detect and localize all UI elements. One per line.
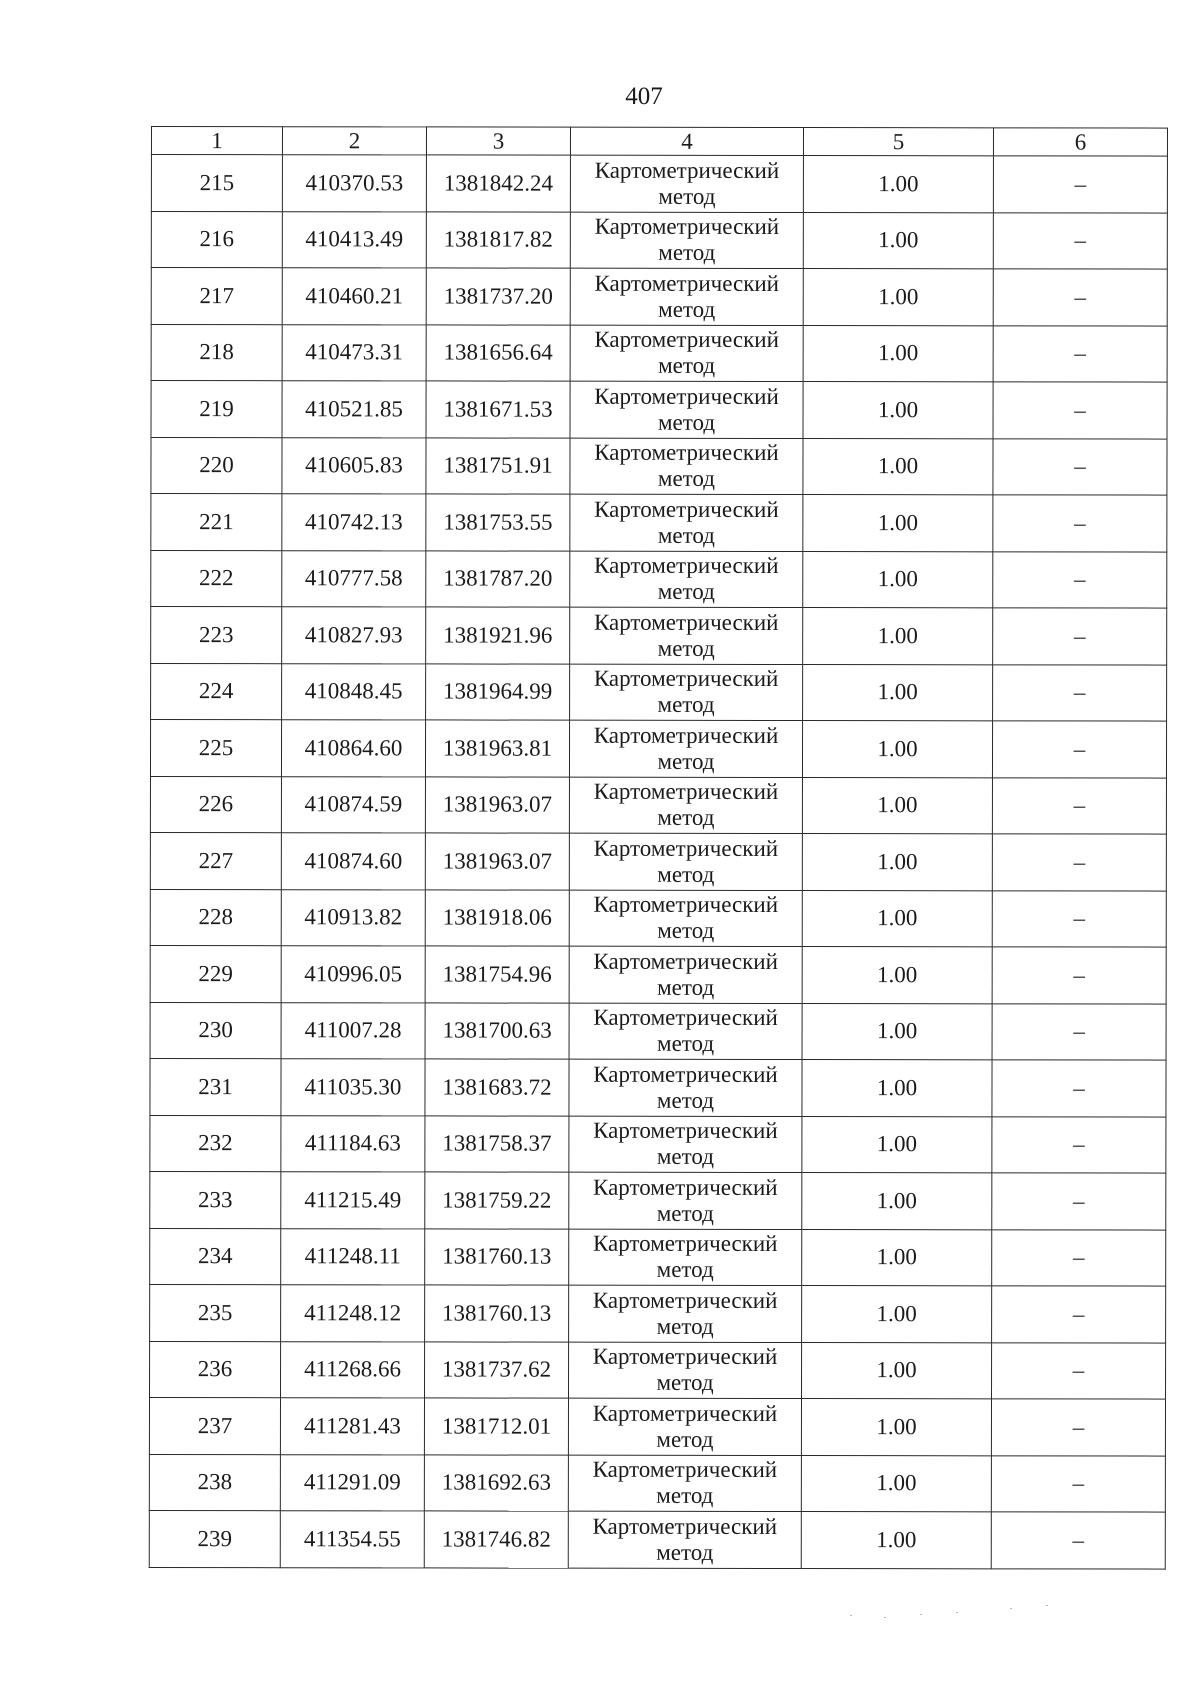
accuracy-cell: 1.00 [802,721,992,778]
note-cell: – [992,947,1166,1004]
note-cell: – [992,890,1166,947]
note-cell: – [992,1342,1166,1399]
table-row [150,945,1166,1003]
table-row [151,607,1167,665]
point-number-cell: 230 [150,1002,281,1059]
method-cell [568,1455,801,1512]
y-coordinate-cell: 1381760.13 [425,1285,569,1342]
table-row [150,832,1166,890]
y-coordinate-cell: 1381737.20 [426,268,570,325]
method-cell [569,890,802,947]
note-cell: – [992,721,1166,778]
note-cell: – [992,1116,1166,1173]
method-cell [569,720,802,777]
accuracy-cell: 1.00 [803,382,993,439]
point-number-cell: 229 [150,945,281,1002]
method-line-1: Картометрический [593,1117,778,1144]
method-line-2: метод [657,974,715,1000]
method-line-1: Картометрический [594,383,779,409]
y-coordinate-cell: 1381692.63 [424,1454,568,1511]
y-coordinate-cell: 1381671.53 [426,381,570,438]
coordinates-table [149,126,1168,1569]
y-coordinate-cell: 1381751.91 [426,437,570,494]
accuracy-cell: 1.00 [803,269,993,326]
point-number-cell: 221 [151,494,282,551]
method-line-2: метод [657,861,715,887]
note-cell: – [991,1455,1165,1512]
point-number-cell: 231 [150,1058,281,1115]
method-line-1: Картометрический [594,213,780,240]
y-coordinate-cell: 1381700.63 [425,1002,569,1059]
method-line-2: метод [657,692,715,718]
table-row [151,155,1167,213]
method-line-1: Картометрический [594,439,779,466]
y-coordinate-cell: 1381754.96 [425,946,569,1003]
table-row [150,1284,1166,1342]
point-number-cell: 220 [151,437,282,494]
accuracy-cell: 1.00 [803,156,993,213]
method-cell [569,1229,802,1286]
x-coordinate-cell: 410827.93 [282,607,426,664]
method-line-1: Картометрический [592,1456,778,1483]
method-cell [568,1511,801,1568]
table-row [151,211,1167,269]
point-number-cell: 227 [150,832,281,889]
note-cell: – [993,156,1167,213]
method-line-2: метод [656,1313,714,1339]
table-row [150,720,1166,778]
method-line-1: Картометрический [593,1061,778,1087]
x-coordinate-cell: 410605.83 [282,437,426,494]
table-row [150,1115,1166,1173]
x-coordinate-cell: 410473.31 [282,324,426,381]
method-cell [569,1172,802,1229]
table-row [151,494,1167,552]
note-cell: – [993,325,1167,382]
table-row [151,437,1167,495]
accuracy-cell: 1.00 [802,1173,992,1230]
method-cell [570,607,803,664]
method-line-2: метод [656,1087,715,1113]
x-coordinate-cell: 410413.49 [282,211,426,268]
y-coordinate-cell: 1381712.01 [424,1398,568,1455]
method-line-2: метод [657,635,715,661]
point-number-cell: 219 [151,381,282,438]
table-row [150,776,1166,834]
method-line-1: Картометрический [594,496,779,522]
method-line-1: Картометрический [592,1513,778,1539]
table-row [150,1228,1166,1286]
point-number-cell: 218 [151,324,282,381]
method-cell [569,1285,802,1342]
column-header: 5 [803,128,993,156]
accuracy-cell: 1.00 [802,1060,992,1117]
point-number-cell: 226 [150,776,281,833]
note-cell: – [993,664,1167,721]
method-line-1: Картометрический [593,1174,778,1200]
method-cell [570,438,803,495]
accuracy-cell: 1.00 [802,777,992,834]
x-coordinate-cell: 411248.12 [281,1285,425,1342]
x-coordinate-cell: 410848.45 [282,663,426,720]
x-coordinate-cell: 411215.49 [281,1172,425,1229]
point-number-cell: 222 [151,550,282,607]
table-row [151,550,1167,608]
y-coordinate-cell: 1381737.62 [425,1341,569,1398]
column-header: 3 [426,127,570,155]
note-cell: – [992,1286,1166,1343]
point-number-cell: 228 [150,889,281,946]
y-coordinate-cell: 1381683.72 [425,1059,569,1116]
x-coordinate-cell: 411007.28 [281,1002,425,1059]
method-line-2: метод [656,1370,714,1396]
x-coordinate-cell: 410913.82 [281,889,425,946]
column-header: 1 [151,127,282,155]
x-coordinate-cell: 410864.60 [281,720,425,777]
method-line-2: метод [657,579,715,605]
method-line-2: метод [657,409,716,435]
method-line-1: Картометрический [593,835,779,861]
table-row [150,1058,1166,1116]
x-coordinate-cell: 411281.43 [280,1398,424,1455]
point-number-cell: 239 [149,1510,280,1567]
table-row [150,1171,1166,1229]
point-number-cell: 215 [151,155,282,212]
method-line-1: Картометрический [594,157,780,183]
method-line-1: Картометрический [594,270,780,296]
note-cell: – [992,1003,1166,1060]
method-line-2: метод [657,522,715,548]
accuracy-cell: 1.00 [802,1229,992,1286]
y-coordinate-cell: 1381753.55 [426,494,570,551]
point-number-cell: 235 [150,1284,281,1341]
y-coordinate-cell: 1381963.07 [425,776,569,833]
y-coordinate-cell: 1381921.96 [426,607,570,664]
note-cell: – [993,551,1167,608]
x-coordinate-cell: 410521.85 [282,381,426,438]
accuracy-cell: 1.00 [803,495,993,552]
point-number-cell: 223 [151,607,282,664]
point-number-cell: 232 [150,1115,281,1172]
method-cell [568,1398,801,1455]
y-coordinate-cell: 1381759.22 [425,1172,569,1229]
accuracy-cell: 1.00 [803,664,993,721]
method-line-1: Картометрический [593,609,779,635]
method-line-1: Картометрический [593,1004,778,1031]
method-line-2: метод [657,748,715,774]
method-line-2: метод [657,466,715,492]
x-coordinate-cell: 411248.11 [281,1228,425,1285]
method-line-2: метод [656,1539,714,1565]
x-coordinate-cell: 410874.59 [281,776,425,833]
point-number-cell: 225 [150,720,281,777]
method-cell [569,1116,802,1173]
accuracy-cell: 1.00 [801,1512,991,1569]
method-line-2: метод [656,1426,714,1452]
method-line-1: Картометрический [594,326,779,353]
method-line-2: метод [657,805,715,831]
page-number: 407 [625,83,663,110]
scan-noise [850,1605,1070,1625]
table-row [149,1510,1165,1568]
method-cell [569,833,802,890]
method-line-2: метод [658,296,716,322]
method-line-2: метод [657,1031,715,1057]
method-line-1: Картометрический [593,665,779,692]
method-cell [570,155,803,212]
method-line-1: Картометрический [593,722,779,748]
table-row [151,268,1167,326]
table-row [151,663,1167,721]
note-cell: – [993,212,1167,269]
method-cell [570,212,803,269]
y-coordinate-cell: 1381746.82 [424,1511,568,1568]
accuracy-cell: 1.00 [802,834,992,891]
method-line-2: метод [656,1483,714,1509]
point-number-cell: 224 [151,663,282,720]
point-number-cell: 238 [149,1454,280,1511]
note-cell: – [993,608,1167,665]
y-coordinate-cell: 1381817.82 [426,211,570,268]
table-row [150,1341,1166,1399]
accuracy-cell: 1.00 [802,1342,992,1399]
point-number-cell: 233 [150,1171,281,1228]
y-coordinate-cell: 1381842.24 [426,155,570,212]
y-coordinate-cell: 1381758.37 [425,1115,569,1172]
point-number-cell: 236 [150,1341,281,1398]
accuracy-cell: 1.00 [801,1455,991,1512]
column-header: 4 [570,127,803,155]
x-coordinate-cell: 410460.21 [282,268,426,325]
column-header: 6 [993,128,1167,156]
accuracy-cell: 1.00 [803,212,993,269]
method-cell [569,1003,802,1060]
x-coordinate-cell: 411354.55 [280,1511,424,1568]
note-cell: – [992,1229,1166,1286]
method-line-2: метод [657,918,715,944]
x-coordinate-cell: 411184.63 [281,1115,425,1172]
column-header: 2 [282,127,426,155]
accuracy-cell: 1.00 [802,1003,992,1060]
method-cell [569,1342,802,1399]
point-number-cell: 217 [151,268,282,325]
method-cell [570,381,803,438]
method-line-2: метод [658,240,716,266]
method-cell [570,325,803,382]
y-coordinate-cell: 1381963.81 [425,720,569,777]
method-line-2: метод [658,183,716,209]
note-cell: – [993,438,1167,495]
table-header [151,127,1167,157]
note-cell: – [992,834,1166,891]
method-cell [570,494,803,551]
note-cell: – [993,495,1167,552]
y-coordinate-cell: 1381964.99 [426,663,570,720]
y-coordinate-cell: 1381918.06 [425,889,569,946]
method-line-1: Картометрический [592,1400,778,1426]
table-row [150,889,1166,947]
x-coordinate-cell: 411035.30 [281,1059,425,1116]
method-line-1: Картометрический [592,1230,778,1257]
method-line-2: метод [656,1200,714,1226]
accuracy-cell: 1.00 [803,608,993,665]
accuracy-cell: 1.00 [802,1116,992,1173]
note-cell: – [993,269,1167,326]
method-cell [569,946,802,1003]
method-line-1: Картометрический [593,948,778,974]
y-coordinate-cell: 1381787.20 [426,550,570,607]
accuracy-cell: 1.00 [803,325,993,382]
accuracy-cell: 1.00 [802,890,992,947]
note-cell: – [992,777,1166,834]
y-coordinate-cell: 1381656.64 [426,324,570,381]
x-coordinate-cell: 410742.13 [282,494,426,551]
note-cell: – [991,1399,1165,1456]
method-cell [570,268,803,325]
method-line-2: метод [656,1257,714,1283]
method-line-2: метод [658,353,716,379]
accuracy-cell: 1.00 [802,947,992,1004]
y-coordinate-cell: 1381963.07 [425,833,569,890]
note-cell: – [992,1060,1166,1117]
accuracy-cell: 1.00 [803,438,993,495]
point-number-cell: 237 [149,1397,280,1454]
table-row [151,381,1167,439]
header-row [151,127,1167,157]
table-row [149,1397,1165,1455]
method-line-1: Картометрический [592,1343,778,1370]
x-coordinate-cell: 410777.58 [282,550,426,607]
method-line-1: Картометрический [592,1287,778,1313]
point-number-cell: 216 [151,211,282,268]
table-row [151,324,1167,382]
method-line-2: метод [656,1144,714,1170]
method-line-1: Картометрический [594,552,779,579]
x-coordinate-cell: 410874.60 [281,833,425,890]
accuracy-cell: 1.00 [802,1286,992,1343]
point-number-cell: 234 [150,1228,281,1285]
method-cell [570,664,803,721]
accuracy-cell: 1.00 [803,551,993,608]
y-coordinate-cell: 1381760.13 [425,1228,569,1285]
method-cell [569,1059,802,1116]
note-cell: – [992,1173,1166,1230]
table-body [149,155,1167,1569]
x-coordinate-cell: 410370.53 [282,155,426,212]
table-row [149,1454,1165,1512]
x-coordinate-cell: 410996.05 [281,946,425,1003]
method-cell [570,551,803,608]
note-cell: – [993,382,1167,439]
x-coordinate-cell: 411291.09 [280,1454,424,1511]
table-row [150,1002,1166,1060]
accuracy-cell: 1.00 [801,1399,991,1456]
method-cell [569,777,802,834]
note-cell: – [991,1512,1165,1569]
method-line-1: Картометрический [593,891,779,918]
method-line-1: Картометрический [593,778,779,805]
x-coordinate-cell: 411268.66 [281,1341,425,1398]
